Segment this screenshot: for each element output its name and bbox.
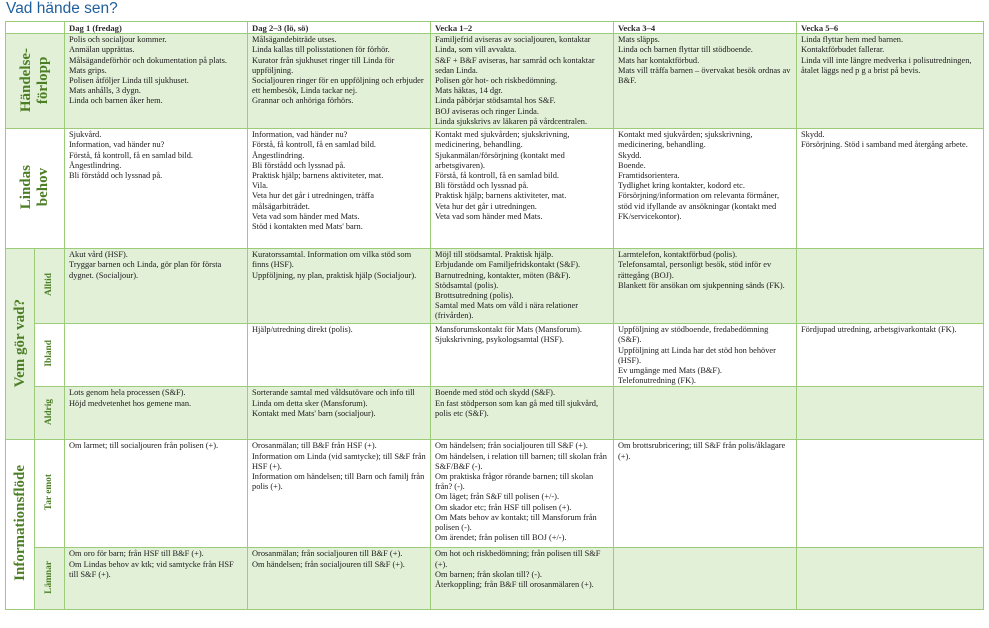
cell-line: Linda vill inte längre medverka i polisutredningen, åtalet läggs ned p g a brist på bevis. [801,55,972,75]
section-label-lindas-behov [6,129,65,249]
row-ibland [6,324,984,387]
cell-line: Målsägandeförhör och dokumentation på plats. [69,55,227,65]
cell-line: Mats vill träffa barnen – övervakat besök ordnas av B&F. [618,65,791,86]
cell-line: Praktisk hjälp; barnens aktiviteter, mat. [435,191,567,201]
cell-line: Lots genom hela processen (S&F). [69,388,186,398]
table-cell [431,387,614,440]
cell-line: Hjälp/utredning direkt (polis). [252,325,353,335]
sublabel-ibland: Ibland [35,324,65,387]
cell-line: Linda kallas till polisstationen för förhör. [252,45,390,55]
cell-line: Tydlighet kring kontakter, kodord etc. [618,181,745,191]
cell-line: Höjd medvetenhet hos gemene man. [69,398,192,408]
cell-line: Orosanmälan; från socialjouren till B&F (+). [252,549,403,559]
cell-line: Stödsamtal (polis). [435,280,499,290]
cell-line: Polis och socialjour kommer. [69,35,167,45]
table-cell [797,387,984,440]
cell-line: Mats grips. [69,65,107,75]
table-cell [248,324,431,387]
header-corner [6,22,65,34]
row-aldrig [6,387,984,440]
cell-line: Försörjning/information om relevanta förmåner, stöd vid ifyllande av ansökningar (kontakt med FK/servicekontor). [618,191,780,221]
table-cell [248,548,431,610]
section-label-text: Vem gör vad? [11,298,28,387]
cell-line: Linda flyttar hem med barnen. [801,35,904,45]
cell-line: Boende med stöd och skydd (S&F). [435,388,556,398]
cell-line: Mats häktas, 14 dgr. [435,86,503,96]
cell-line: Förstå, få kontroll, få en samlad bild. [435,171,559,181]
table-cell [797,324,984,387]
cell-line: Kuratorssamtal. Information om vilka stöd som finns (HSF). [252,250,412,270]
header-row [6,22,984,34]
cell-line: Kontakt med sjukvården; sjukskrivning, medicinering, behandling. [618,130,753,150]
cell-line: Kontakt med sjukvården; sjukskrivning, medicinering, behandling. [435,130,570,150]
row-tar-emot [6,440,984,548]
table-cell [65,387,248,440]
section-label-informationsflode [6,440,35,610]
cell-line: Om händelsen, i relation till barnen; till skolan från S&F/B&F (-). [435,451,607,471]
cell-line: Uppföljning av stödboende, fredabedömning (S&F). [618,325,769,345]
cell-line: Veta vad som händer med Mats. [252,211,360,221]
cell-line: Bli förstådd och lyssnad på. [69,171,163,181]
table-cell [65,129,248,249]
table-cell [431,34,614,129]
table-cell [431,324,614,387]
table-cell [65,249,248,324]
cell-line: Akut vård (HSF). [69,250,128,260]
cell-line: Kontakt med Mats' barn (socialjour). [252,408,376,418]
cell-line: Sjukvård. [69,130,102,140]
table-cell [65,324,248,387]
cell-line: Uppföljning, ny plan, praktisk hjälp (Socialjour). [252,270,417,280]
cell-line: S&F + B&F aviseras, har samråd och kontaktar sedan Linda. [435,55,595,75]
column-header: Vecka 5–6 [797,22,984,34]
table-cell [248,387,431,440]
cell-line: Sorterande samtal med våldsutövare och info till Linda om detta sker (Mansforum). [252,388,415,408]
page-title: Vad hände sen? [6,0,118,17]
table-cell [797,34,984,129]
cell-line: Vila. [252,181,269,191]
cell-line: BOJ aviseras och ringer Linda. [435,106,539,116]
table-cell [248,34,431,129]
table-cell [431,440,614,548]
cell-line: Försörjning. Stöd i samband med återgång arbete. [801,140,968,150]
cell-line: Sjukanmälan/försörjning (kontakt med arbetsgivaren). [435,150,565,170]
table-cell [797,129,984,249]
cell-line: Stöd i kontakten med Mats' barn. [252,222,363,232]
cell-line: Ångestlindring. [69,160,122,170]
table-cell [65,548,248,610]
column-header: Dag 2–3 (lö, sö) [248,22,431,34]
row-lindas-behov [6,129,984,249]
cell-line: Erbjudande om Familjefridskontakt (S&F). [435,260,581,270]
cell-line: Om oro för barn; från HSF till B&F (+). [69,549,204,559]
table-cell [431,129,614,249]
column-header: Vecka 1–2 [431,22,614,34]
cell-line: Om läget; från S&F till polisen (+/-). [435,492,560,502]
cell-line: Information, vad händer nu? [252,130,348,140]
cell-line: Linda och barnen flyttar till stödboende. [618,45,753,55]
cell-line: Om händelsen; från socialjouren till S&F (+). [252,559,405,569]
cell-line: Mansforumskontakt för Mats (Mansforum). [435,325,583,335]
cell-line: Anmälan upprättas. [69,45,135,55]
cell-line: Bli förstådd och lyssnad på. [252,160,346,170]
cell-line: Framtidsorientera. [618,171,680,181]
table-cell [248,129,431,249]
sublabel-tar-emot: Tar emot [35,440,65,548]
sublabel-alltid: Alltid [35,249,65,324]
table-cell [614,548,797,610]
cell-line: Polisen gör hot- och riskbedömning. [435,76,558,86]
cell-line: Barnutredning, kontakter, möten (B&F). [435,270,571,280]
cell-line: Information, vad händer nu? [69,140,165,150]
cell-line: Om ärendet; från polisen till BOJ (+/-). [435,533,567,543]
cell-line: Veta vad som händer med Mats. [435,211,543,221]
table-cell [797,440,984,548]
table-cell [65,440,248,548]
cell-line: Om Lindas behov av ktk; vid samtycke från HSF till S&F (+). [69,559,234,579]
sublabel-lamnar: Lämnar [35,548,65,610]
table-cell [431,548,614,610]
row-handelseforlopp [6,34,984,129]
cell-line: Linda och barnen åker hem. [69,96,163,106]
section-label-text: Händelse- förlopp [18,47,51,112]
table-cell [797,548,984,610]
section-label-handelseforlopp [6,34,65,129]
cell-line: Bli förstådd och lyssnad på. [435,181,529,191]
cell-line: Praktisk hjälp; barnens aktiviteter, mat. [252,171,384,181]
cell-line: Återkoppling; från B&F till orosanmälaren (+). [435,580,594,590]
cell-line: Blankett för ansökan om sjukpenning sänds (FK). [618,280,785,290]
cell-line: Om Mats behov av kontakt; till Mansforum från polisen (-). [435,512,597,533]
cell-line: Uppföljning att Linda har det stöd hon behöver (HSF). [618,345,776,365]
cell-line: Grannar och anhöriga förhörs. [252,96,354,106]
cell-line: En fast stödperson som kan gå med till sjukvård, polis etc (S&F). [435,398,599,418]
table-cell [248,440,431,548]
cell-line: Skydd. [801,130,825,140]
table-cell [248,249,431,324]
column-header: Dag 1 (fredag) [65,22,248,34]
cell-line: Om hot och riskbedömning; från polisen till S&F (+). [435,549,601,569]
section-label-vem-gor-vad [6,249,35,440]
cell-line: Linda påbörjar stödsamtal hos S&F. [435,96,556,106]
timeline-table [5,21,984,610]
table-cell [614,387,797,440]
cell-line: Kontaktförbudet fallerar. [801,45,885,55]
cell-line: Förstå, få kontroll, få en samlad bild. [252,140,376,150]
cell-line: Orosanmälan; till B&F från HSF (+). [252,441,377,451]
cell-line: Information om händelsen; till Barn och familj från polis (+). [252,472,425,492]
row-alltid [6,249,984,324]
cell-line: Brottsutredning (polis). [435,291,514,301]
cell-line: Om praktiska frågor rörande barnen; till skolan från? (-). [435,472,594,492]
cell-line: Mats har kontaktförbud. [618,55,700,65]
cell-line: Skydd. [618,150,642,160]
cell-line: Telefonsamtal, personligt besök, stöd inför ev rättegång (BOJ). [618,260,772,280]
table-cell [614,440,797,548]
cell-line: Veta hur det går i utredningen, träffa målsägarbiträdet. [252,191,374,211]
table-cell [614,34,797,129]
section-label-text: Lindas behov [18,165,51,210]
table-cell [614,129,797,249]
cell-line: Om händelsen; från socialjouren till S&F (+). [435,441,588,451]
cell-line: Larmtelefon, kontaktförbud (polis). [618,250,738,260]
cell-line: Socialjouren ringer för en uppföljning och erbjuder ett hembesök, Linda tackar nej. [252,76,424,96]
cell-line: Förstå, få kontroll, få en samlad bild. [69,150,193,160]
cell-line: Information om Linda (vid samtycke); till S&F från HSF (+). [252,451,426,471]
cell-line: Linda sjukskrivs av läkaren på vårdcentralen. [435,116,588,126]
column-header: Vecka 3–4 [614,22,797,34]
table-cell [614,249,797,324]
cell-line: Om barnen; från skolan till? (-). [435,569,542,579]
cell-line: Sjukskrivning, psykologsamtal (HSF). [435,335,564,345]
cell-line: Om larmet; till socialjouren från polisen (+). [69,441,219,451]
table-cell [65,34,248,129]
row-lamnar [6,548,984,610]
cell-line: Mats anhålls, 3 dygn. [69,86,141,96]
cell-line: Ångestlindring. [252,150,305,160]
table-cell [797,249,984,324]
table-cell [431,249,614,324]
table-cell [614,324,797,387]
cell-line: Målsägandebiträde utses. [252,35,337,45]
section-label-text: Informationsflöde [11,465,28,582]
cell-line: Tryggar barnen och Linda, gör plan för första dygnet. (Socialjour). [69,260,222,280]
cell-line: Ev umgänge med Mats (B&F). [618,366,722,376]
cell-line: Mats släpps. [618,35,660,45]
cell-line: Fördjupad utredning, arbetsgivarkontakt (FK). [801,325,957,335]
cell-line: Familjefrid aviseras av socialjouren, kontaktar Linda, som vill avvakta. [435,35,591,55]
cell-line: Telefonutredning (FK). [618,376,697,386]
cell-line: Möjl till stödsamtal. Praktisk hjälp. [435,250,554,260]
cell-line: Polisen åtföljer Linda till sjukhuset. [69,76,189,86]
cell-line: Boende. [618,160,646,170]
cell-line: Kurator från sjukhuset ringer till Linda för uppföljning. [252,55,395,75]
cell-line: Om brottsrubricering; till S&F från polis/åklagare (+). [618,441,786,461]
sublabel-aldrig: Aldrig [35,387,65,440]
cell-line: Veta hur det går i utredningen. [435,201,537,211]
cell-line: Om skador etc; från HSF till polisen (+). [435,502,572,512]
cell-line: Samtal med Mats om våld i nära relationer (frivården). [435,301,579,321]
